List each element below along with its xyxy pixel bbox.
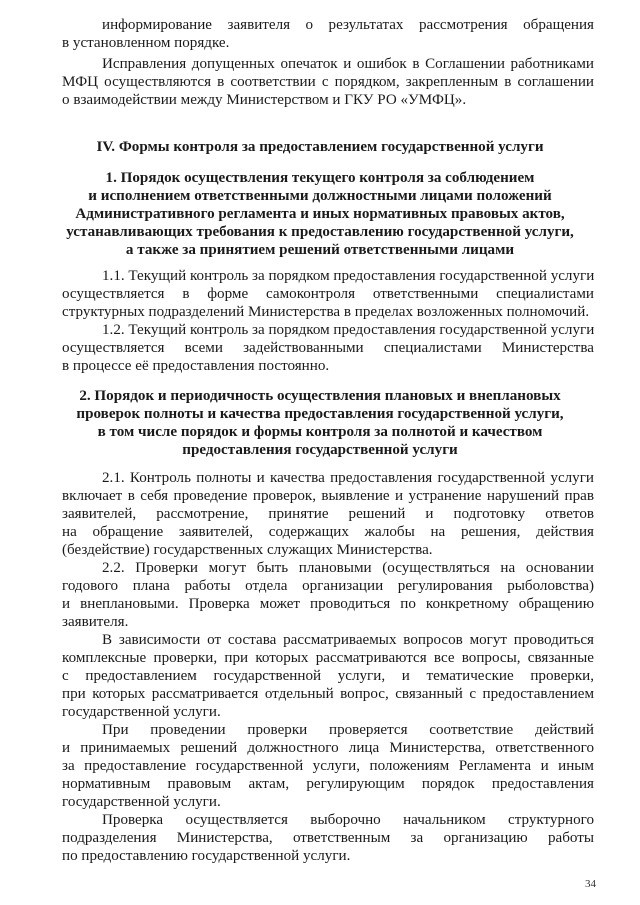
text-line: (бездействие) государственных служащих Министерства. — [62, 542, 433, 558]
text-line: годового плана работы отдела организации регулирования рыболовства) — [62, 578, 594, 594]
text-line: В зависимости от состава рассматриваемых вопросов могут проводиться — [102, 632, 594, 648]
page-number: 34 — [585, 878, 596, 890]
subsection-heading: устанавливающих требования к предоставлению государственной услуги, — [66, 224, 574, 240]
subsection-heading: в том числе порядок и формы контроля за полнотой и качеством — [97, 424, 543, 440]
subsection-heading: проверок полноты и качества предоставления государственной услуги, — [76, 406, 564, 422]
subsection-heading: и исполнением ответственными должностными лицами положений — [88, 188, 552, 204]
text-line: при которых рассматривается отдельный вопрос, связанный с предоставлением — [62, 686, 594, 702]
text-line: и внеплановыми. Проверка может проводиться по конкретному обращению — [62, 596, 594, 612]
text-line: МФЦ осуществляются в соответствии с порядком, закрепленным в соглашении — [62, 74, 594, 90]
text-line: осуществляется всеми задействованными специалистами Министерства — [62, 340, 594, 356]
text-line: 1.1. Текущий контроль за порядком предоставления государственной услуги — [102, 268, 595, 284]
section-title: IV. Формы контроля за предоставлением государственной услуги — [96, 139, 544, 155]
text-line: в процессе её предоставления постоянно. — [62, 358, 330, 374]
text-line: с предоставлением государственной услуги, и тематические проверки, — [62, 668, 594, 684]
text-line: 2.1. Контроль полноты и качества предоставления государственной услуги — [102, 470, 594, 486]
text-line: Исправления допущенных опечаток и ошибок в Соглашении работниками — [102, 56, 594, 72]
text-line: информирование заявителя о результатах рассмотрения обращения — [102, 17, 594, 33]
text-line: структурных подразделений Министерства в пределах возложенных полномочий. — [62, 304, 590, 320]
text-line: по предоставлению государственной услуги. — [62, 848, 351, 864]
subsection-heading: Административного регламента и иных нормативных правовых актов, — [75, 206, 565, 222]
text-line: включает в себя проведение проверок, выявление и устранение нарушений прав — [62, 488, 594, 504]
subsection-heading: а также за принятием решений ответственными лицами — [125, 242, 515, 258]
text-line: Проверка осуществляется выборочно начальником структурного — [102, 812, 594, 828]
text-line: государственной услуги. — [62, 704, 221, 720]
text-line: подразделения Министерства, ответственным за организацию работы — [62, 830, 594, 846]
text-line: заявителей, рассмотрение, принятие решений и подготовку ответов — [62, 506, 594, 522]
text-line: на обращение заявителей, содержащих жалобы на решения, действия — [62, 524, 594, 540]
text-line: в установленном порядке. — [62, 35, 230, 51]
subsection-heading: 1. Порядок осуществления текущего контроля за соблюдением — [105, 170, 535, 186]
text-line: заявителя. — [62, 614, 129, 630]
text-line: При проведении проверки проверяется соответствие действий — [102, 722, 594, 738]
text-line: нормативным правовым актам, регулирующим порядок предоставления — [62, 776, 594, 792]
text-line: и принимаемых решений должностного лица Министерства, ответственного — [62, 740, 594, 756]
text-line: осуществляется в форме самоконтроля ответственными специалистами — [62, 286, 594, 302]
subsection-heading: предоставления государственной услуги — [182, 442, 458, 458]
text-line: 1.2. Текущий контроль за порядком предоставления государственной услуги — [102, 322, 595, 338]
subsection-heading: 2. Порядок и периодичность осуществления плановых и внеплановых — [79, 388, 561, 404]
text-line: государственной услуги. — [62, 794, 221, 810]
text-line: комплексные проверки, при которых рассматриваются все вопросы, связанные — [62, 650, 594, 666]
text-line: 2.2. Проверки могут быть плановыми (осуществляться на основании — [102, 560, 594, 576]
text-line: за предоставление государственной услуги, положениям Регламента и иным — [62, 758, 594, 774]
text-line: о взаимодействии между Министерством и ГКУ РО «УМФЦ». — [62, 92, 467, 108]
